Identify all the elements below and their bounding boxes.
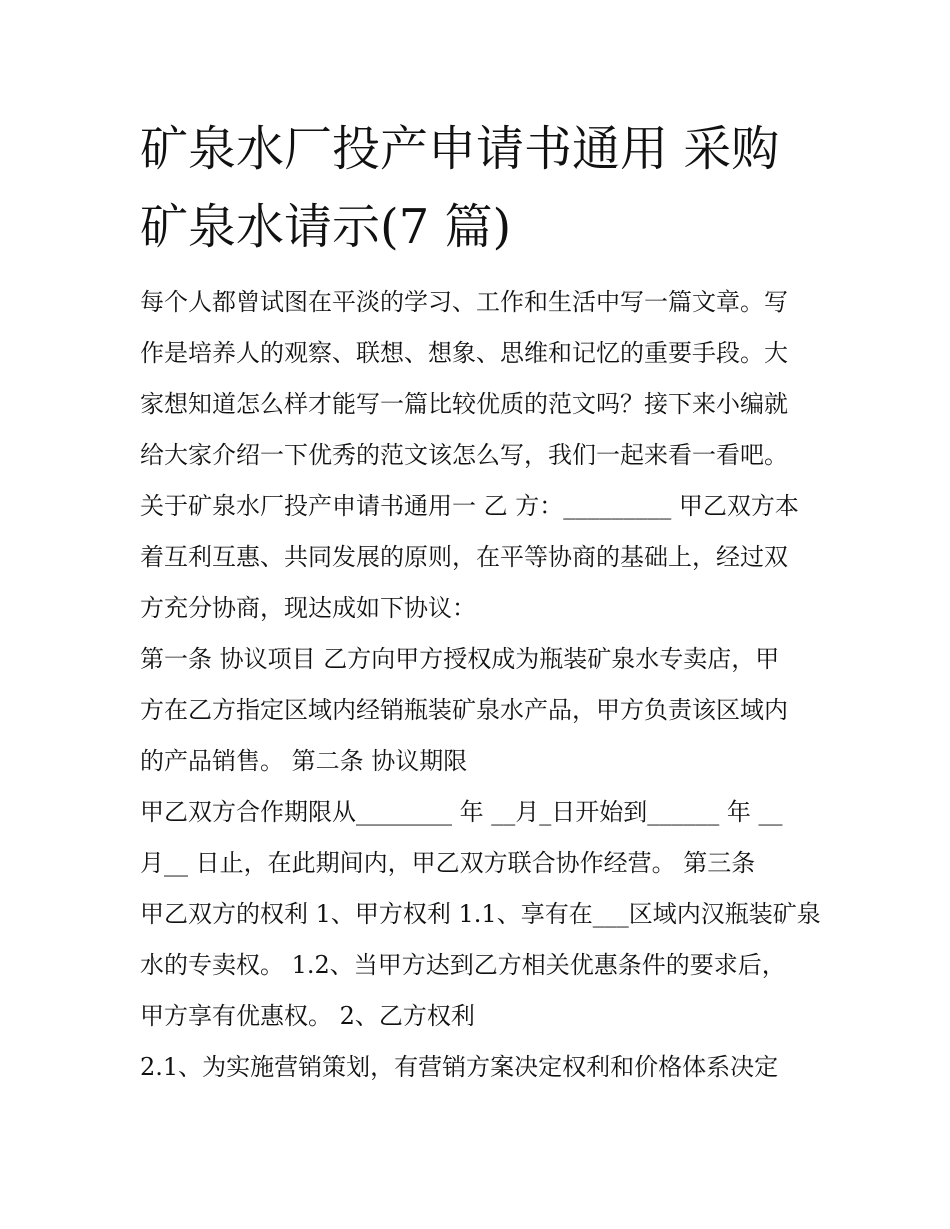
document-title-line-2: 矿泉水请示(7 篇) xyxy=(140,199,512,255)
paragraph-line: 水的专卖权。 1.2、当甲方达到乙方相关优惠条件的要求后， xyxy=(140,951,786,979)
paragraph-line: 甲方享有优惠权。 2、乙方权利 xyxy=(140,1002,475,1030)
paragraph-line: 2.1、为实施营销策划，有营销方案决定权利和价格体系决定 xyxy=(140,1053,779,1081)
paragraph-line: 给大家介绍一下优秀的范文该怎么写，我们一起来看一看吧。 xyxy=(140,441,788,469)
paragraph-line: 第一条 协议项目 乙方向甲方授权成为瓶装矿泉水专卖店，甲 xyxy=(140,645,780,673)
paragraph-line: 家想知道怎么样才能写一篇比较优质的范文吗？接下来小编就 xyxy=(140,390,788,418)
paragraph-line: 每个人都曾试图在平淡的学习、工作和生活中写一篇文章。写 xyxy=(140,288,788,316)
paragraph-line: 作是培养人的观察、联想、想象、思维和记忆的重要手段。大 xyxy=(140,339,788,367)
paragraph-line: 方充分协商，现达成如下协议： xyxy=(140,594,476,622)
paragraph-line: 甲乙双方合作期限从________ 年 __月_日开始到______ 年 __ xyxy=(140,798,783,826)
document-title-line-1: 矿泉水厂投产申请书通用 采购 xyxy=(140,121,780,177)
paragraph-line: 甲乙双方的权利 1、甲方权利 1.1、享有在___区域内汉瓶装矿泉 xyxy=(140,900,821,928)
paragraph-line: 方在乙方指定区域内经销瓶装矿泉水产品，甲方负责该区域内 xyxy=(140,696,788,724)
paragraph-line: 关于矿泉水厂投产申请书通用一 乙 方：_________ 甲乙双方本 xyxy=(140,492,799,520)
paragraph-line: 的产品销售。 第二条 协议期限 xyxy=(140,747,468,775)
paragraph-line: 着互利互惠、共同发展的原则，在平等协商的基础上，经过双 xyxy=(140,543,788,571)
paragraph-line: 月__ 日止，在此期间内，甲乙双方联合协作经营。 第三条 xyxy=(140,849,756,877)
